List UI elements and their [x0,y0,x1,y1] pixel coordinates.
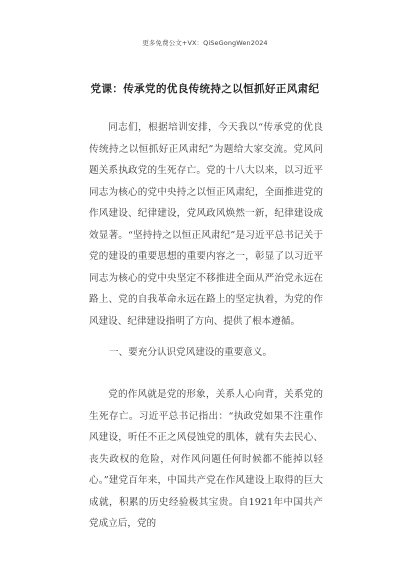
document-title: 党课：传承党的优良传统持之以恒抓好正风肃纪 [90,83,320,95]
section-heading: 一、要充分认识党风建设的重要意义。 [109,347,273,358]
page-header: 更多免费公文+VX：QiSeGongWen2024 [142,39,268,47]
body-paragraph: 党的作风就是党的形象，关系人心向背，关系党的生死存亡。习近平总书记指出：“执政党如果不注重作风建设，听任不正之风侵蚀党的肌体，就有失去民心、丧失政权的危险，对作风问题任何时候都不能掉以轻心。”建党百年来，中国共产党在作风建设上取得的巨大成就，积累的历史经验极其宝贵。自1921年中国共产党成立后，党的 [89,389,323,529]
body-paragraph: 同志们，根据培训安排，今天我以“传承党的优良传统持之以恒抓好正风肃纪”为题给大家交流。党风问题关系执政党的生死存亡。党的十八大以来，以习近平同志为核心的党中央持之以恒正风肃纪，全面推进党的作风建设、纪律建设，党风政风焕然一新，纪律建设成效显著。“坚持持之以恒正风肃纪”是习近平总书记关于党的建设的重要思想的重要内容之一，彰显了以习近平同志为核心的党中央坚定不移推进全面从严治党永远在路上、党的自我革命永远在路上的坚定执着，为党的作风建设、纪律建设指明了方向、提供了根本遵循。 [89,122,323,327]
